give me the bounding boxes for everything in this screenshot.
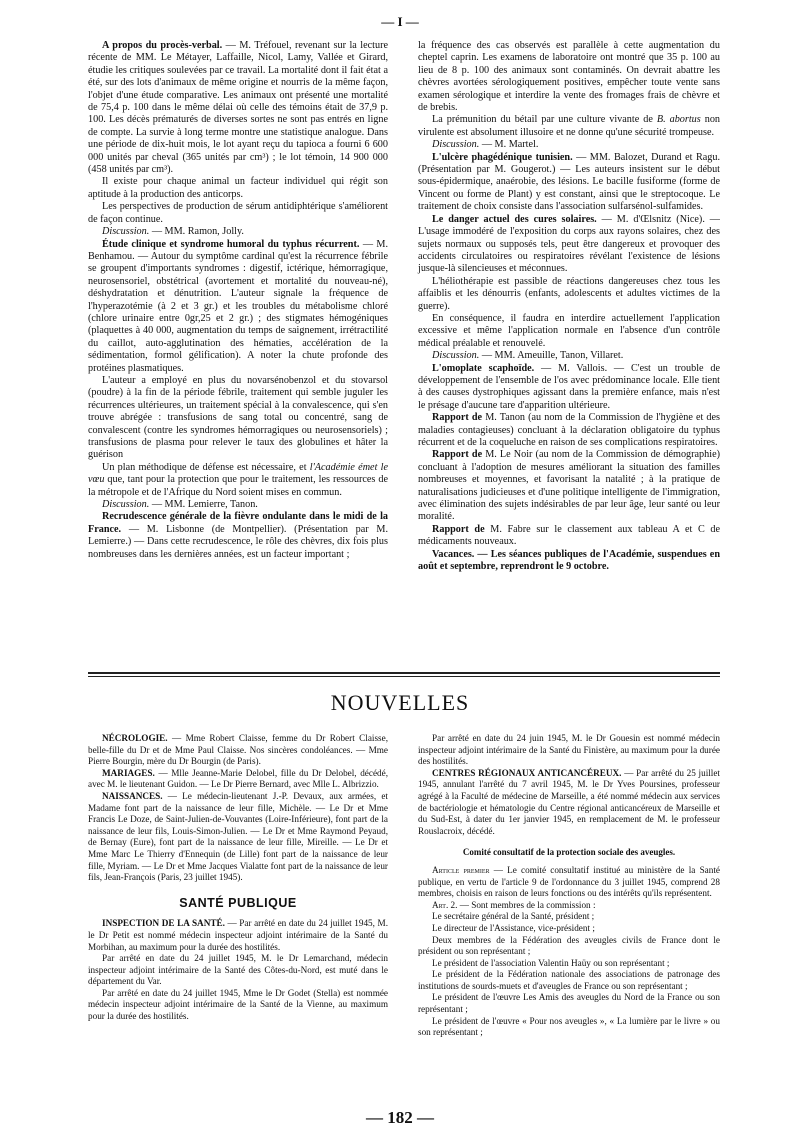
sante-publique-title: SANTÉ PUBLIQUE: [179, 895, 297, 910]
section-divider: [88, 672, 720, 677]
section-heading: Rapport de: [432, 523, 485, 535]
news-text: — Mme Robert Claisse, femme du Dr Robert Claisse, belle-fille du Dr et de Mme Paul Claisse. Nos sincères condoléances. — Mme Pierre Bourgin, mère du Dr Bourgin (de Paris).: [88, 733, 388, 767]
member-item: Deux membres de la Fédération des aveugles civils de France dont le président ou son représentant ;: [418, 934, 720, 957]
paragraph: [88, 462, 388, 499]
discussion-names: — MM. Ameuille, Tanon, Villaret.: [479, 350, 624, 362]
news-heading: CENTRES RÉGIONAUX ANTICANCÉREUX.: [432, 767, 622, 778]
news-heading: INSPECTION DE LA SANTÉ.: [102, 918, 225, 929]
paragraph-text: — M. Benhamou. — Autour du symptôme cardinal qu'est la récurrence fébrile se groupent d'importants syndromes : digestif, ictérique, hémorragique, neurosensoriel, obstétrical (avortement et mortalité du nouveau-né), déshydratation et dénutrition. L'auteur signale la fréquence de l'hyperazotémie (à 2 et 3 gr.) et les troubles du métabolisme chloré (chlore urinaire entre 0gr,25 et 2 gr.) ; des stigmates hémogéniques (plaquettes à 40 000, augmentation du temps de saignement, irrétractilité du caillot, auto-agglutination des hématies, accélération de la sédimentation, formol gélification). A noter la chute profonde des protéines plasmatiques.: [88, 238, 388, 374]
discussion-label: Discussion.: [102, 226, 150, 238]
paragraph-text: — M. Tréfouel, revenant sur la lecture récente de MM. Le Métayer, Laffaille, Nicol, Lamy, Vallée et Girard, étudie les critiques soulevées par ce travail. La mortalité dont il fait état a été, sur des lots d'animaux de même origine et nourris de la même façon, l'objet d'une étude comparative. Les animaux ont présenté une mortalité de 75,4 p. 100 dans le même délai où celle des témoins était de 37,9 p. 100. Les décès prématurés de diverses sortes ne sont pas entrés en ligne de compte. La survie à long terme montre une statistique analogue. Dans une période de dix-huit mois, le lot ayant reçu du tapioca a fourni 6 600 000 unités par cheval (365 unités par cm³) ; le lot témoin, 14 900 000 (458 unités par cm³).: [88, 40, 389, 176]
paragraph: L'auteur a employé en plus du novarsénobenzol et du stovarsol (poudre) à la fin de la période fébrile, traitement qui semble juguler les récurrences ultérieures, un traitement spécial à la convalescence, qui s'en trouve abrégée : transfusions de sang total ou concentré, sang de convalescent (contre les syndromes hémorragiques ou neurosensoriels) ; transfusions de plasma pour relever le taux des globulines et hâter la guérison: [88, 374, 388, 461]
paragraph-text: — MM. Balozet, Durand et Ragu. (Présentation par M. Gougerot.) — Les auteurs insistent sur le début sous-épidermique, anaérobie, des lésions. Le bacille fusiforme (forme de Vincent ou forme de Plant) y est constant, ainsi que le streptocoque. Le traitement de choix consiste dans l'association sulfarsénol-sulfamides.: [418, 151, 721, 213]
paragraph: [418, 363, 720, 413]
article-item: [418, 900, 720, 912]
discussion-names: — MM. Ramon, Jolly.: [149, 226, 244, 238]
section-heading: Rapport de: [432, 412, 483, 424]
paragraph-text: — M. Vallois. — C'est un trouble de développement de l'ensemble de l'os avec prédominance locale. Elle tient à des causes dystrophiques agissant dans la première enfance, mais n'est le présage d'aucune tare d'apparition ultérieure.: [418, 362, 721, 411]
paragraph: [418, 524, 720, 549]
section-heading: Recrudescence générale de la fièvre ondulante dans le midi de la France.: [88, 511, 388, 535]
news-item: [88, 791, 388, 884]
paragraph: [418, 152, 720, 214]
section-heading: Vacances.: [432, 548, 475, 560]
paragraph: [418, 549, 720, 574]
article-heading: Article premier: [432, 864, 490, 875]
paragraph-text: M. Tanon (au nom de la Commission de l'hygiène et des maladies contagieuses) concluant à la déclaration obligatoire du typhus récurrent et de la coqueluche en raison de ses complications respiratoires.: [418, 412, 720, 448]
discussion-line: [418, 139, 720, 151]
section-heading: Le danger actuel des cures solaires.: [432, 213, 597, 225]
paragraph: [418, 412, 720, 449]
discussion-label: Discussion.: [432, 350, 480, 362]
member-item: Le président de l'association Valentin Haüy ou son représentant ;: [432, 957, 670, 968]
news-item: [88, 733, 388, 768]
paragraph-text: — M. Lisbonne (de Montpellier). (Présentation par M. Lemierre.) — Dans cette recrudescence, le rôle des chèvres, dix fois plus nombreuses dans les dernières années, est un facteur important ;: [88, 523, 388, 560]
section-heading: L'ulcère phagédénique tunisien.: [432, 151, 573, 163]
news-heading: MARIAGES.: [102, 767, 155, 778]
page-top-marker: — I —: [381, 14, 419, 29]
paragraph-text: La prémunition du bétail par une culture vivante de: [432, 114, 657, 126]
italic-phrase: B. abortus: [656, 114, 701, 126]
paragraph: [418, 214, 720, 276]
news-item: [88, 768, 388, 791]
paragraph-text: Un plan méthodique de défense est nécessaire, et: [102, 461, 310, 473]
paragraph: L'héliothérapie est passible de réactions dangereuses chez tous les affaiblis et les dénourris (enfants, adolescents et adultes victimes de la guerre).: [418, 275, 720, 312]
section-heading: Étude clinique et syndrome humoral du typhus récurrent.: [102, 238, 360, 250]
top-left-column: [88, 40, 388, 561]
article-text: — Le comité consultatif institué au ministère de la Santé publique, en vertu de l'article 9 de l'ordonnance du 3 juillet 1945, comprend 28 membres, choisis en raison de leurs fonctions ou des intérêts qu'ils représentent.: [418, 864, 720, 899]
news-item: Par arrêté en date du 24 juillet 1945, Mme le Dr Godet (Stella) est nommée médecin inspecteur adjoint intérimaire de la Santé de la Vienne, au maximum pour la durée des hostilités.: [88, 987, 388, 1022]
member-item: Le secrétaire général de la Santé, président ;: [432, 911, 595, 922]
member-item: Le président de la Fédération nationale des associations de patronage des institutions de sourds-muets et d'aveugles de France ou son représentant ;: [418, 969, 720, 991]
news-text: — Le médecin-lieutenant J.-P. Devaux, aux armées, et Madame font part de la naissance de leur fille, Michèle. — Le Dr et Mme Francis Le Doze, de Saint-Julien-de-Vouvantes (Loire-Inférieure), font part de la naissance de leur fils, Louis-Simon-Julien. — Le Dr et Mme Raymond Peyaud, de Bernay (Eure), font part de la naissance de leur fille, Mireille. — Le Dr et Mme Marc Le Thierry d'Ennequin (de Lille) font part de la naissance de leur fille, Myriam. — Le Dr et Mme Jacques Vialatte font part de la naissance de leur fils, Jean-François (Paris, 23 juillet 1945).: [88, 790, 388, 883]
paragraph: [88, 40, 388, 176]
member-item: Le président de l'œuvre Les Amis des aveugles du Nord de la France ou son représentant ;: [418, 992, 720, 1015]
top-right-column: [418, 40, 720, 573]
paragraph: la fréquence des cas observés est parallèle à cette augmentation du cheptel caprin. Les examens de laboratoire ont montré que 35 p. 100 au lieu de 8 p. 100 des animaux sont contaminés. On devrait abattre les chèvres avortées sérologiquement positives, empêcher toute vente sans examen sérologique et interdire la vente des fromages frais de chèvre et de brebis.: [418, 40, 720, 114]
paragraph-text: M. Le Noir (au nom de la Commission de démographie) concluant à l'adoption de mesures améliorant la situation des familles nombreuses et moyennes, et favorisant la natalité ; à la pratique de naturalisations judicieuses et d'une politique intelligente de l'immigration, avec élimination des sujets indésirables de par leur âge, leur santé ou leur moralité.: [418, 449, 720, 523]
paragraph-text: non virulente est absolument illusoire et ne donne qu'une sécurité trompeuse.: [418, 114, 721, 138]
discussion-names: — MM. Lemierre, Tanon.: [149, 499, 258, 511]
news-item: Par arrêté en date du 24 juin 1945, M. le Dr Gouesin est nommé médecin inspecteur adjoint intérimaire de la Santé du Finistère, au maximum pour la durée des hostilités.: [418, 733, 720, 767]
news-item: [418, 768, 720, 838]
news-item: Par arrêté en date du 24 juillet 1945, M. le Dr Lemarchand, médecin inspecteur adjoint intérimaire de la Santé des Côtes-du-Nord, est muté dans le département du Var.: [88, 953, 388, 987]
paragraph: [418, 449, 720, 523]
discussion-label: Discussion.: [102, 499, 150, 511]
discussion-label: Discussion.: [432, 139, 480, 151]
section-heading: L'omoplate scaphoïde.: [432, 362, 535, 374]
section-heading: A propos du procès-verbal.: [102, 40, 223, 51]
news-heading: NAISSANCES.: [102, 790, 163, 801]
paragraph-text: — M. d'Œlsnitz (Nice). — L'usage immodéré de l'exposition du corps aux rayons solaires, chez des sujets normaux ou supposés tels, peut être dangereux et provoquer des accidents circulatoires ou respiratoires révélant l'existence de lésions jusque-là silencieuses et méconnues.: [418, 213, 720, 275]
paragraph: [418, 114, 720, 139]
article-item: [418, 865, 720, 900]
page-number: — 182 —: [366, 1108, 434, 1127]
paragraph: [88, 239, 388, 375]
paragraph: [88, 511, 388, 561]
news-item: [88, 918, 388, 953]
paragraph: Il existe pour chaque animal un facteur individuel qui régit son aptitude à la production des anticorps.: [88, 176, 388, 200]
article-heading: Art. 2.: [432, 899, 458, 910]
paragraph-text: — Les séances publiques de l'Académie, suspendues en août et septembre, reprendront le 9 octobre.: [418, 548, 720, 573]
member-item: Le président de l'œuvre « Pour nos aveugles », « La lumière par le livre » ou son représentant ;: [418, 1015, 720, 1038]
discussion-line: [88, 499, 388, 511]
news-text: — Par arrêté en date du 24 juillet 1945, M. le Dr Petit est nommé médecin inspecteur adjoint intérimaire de la Santé du Morbihan, au maximum pour la durée des hostilités.: [88, 918, 388, 952]
paragraph-text: que, tant pour la protection que pour le traitement, les ressources de la métropole et de l'Afrique du Nord soient mises en commun.: [88, 474, 388, 498]
nouvelles-title: NOUVELLES: [330, 690, 470, 715]
news-heading: NÉCROLOGIE.: [102, 733, 168, 743]
comite-title: Comité consultatif de la protection sociale des aveugles.: [462, 847, 676, 858]
article-text: — Sont membres de la commission :: [457, 899, 596, 910]
news-text: — Mlle Jeanne-Marie Delobel, fille du Dr Delobel, décédé, avec M. le lieutenant Guidon. — Le Dr Pierre Bernard, avec Mlle L. Albrizzio.: [88, 767, 388, 790]
news-text: — Par arrêté du 25 juillet 1945, annulant l'arrêté du 7 avril 1945, M. le Dr Yves Poursines, professeur agrégé à la Faculté de médecine de Marseille, a été nommé médecin aux services de bactériologie et hématologie du Centre régional anticancéreux de Marseille et du Sud-Est, à dater du 1er janvier 1945, en remplacement de M. le professeur Rouslacroix, décédé.: [418, 767, 720, 836]
bottom-left-column: [88, 733, 388, 1023]
italic-phrase: l'Académie émet le vœu: [88, 461, 388, 486]
bottom-right-column: [418, 733, 720, 1039]
discussion-line: [88, 226, 388, 238]
paragraph: Les perspectives de production de sérum antidiphtérique s'améliorent de façon continue.: [88, 201, 388, 225]
paragraph: En conséquence, il faudra en interdire actuellement l'application excessive et même l'application normale en l'absence d'un contrôle médical préalable et renouvelé.: [418, 312, 720, 349]
section-heading: Rapport de: [432, 449, 483, 461]
discussion-names: — M. Martel.: [479, 139, 539, 151]
discussion-line: [418, 350, 720, 362]
paragraph-text: M. Fabre sur le classement aux tableau A et C de médicaments nouveaux.: [418, 523, 721, 548]
member-item: Le directeur de l'Assistance, vice-président ;: [432, 922, 595, 933]
